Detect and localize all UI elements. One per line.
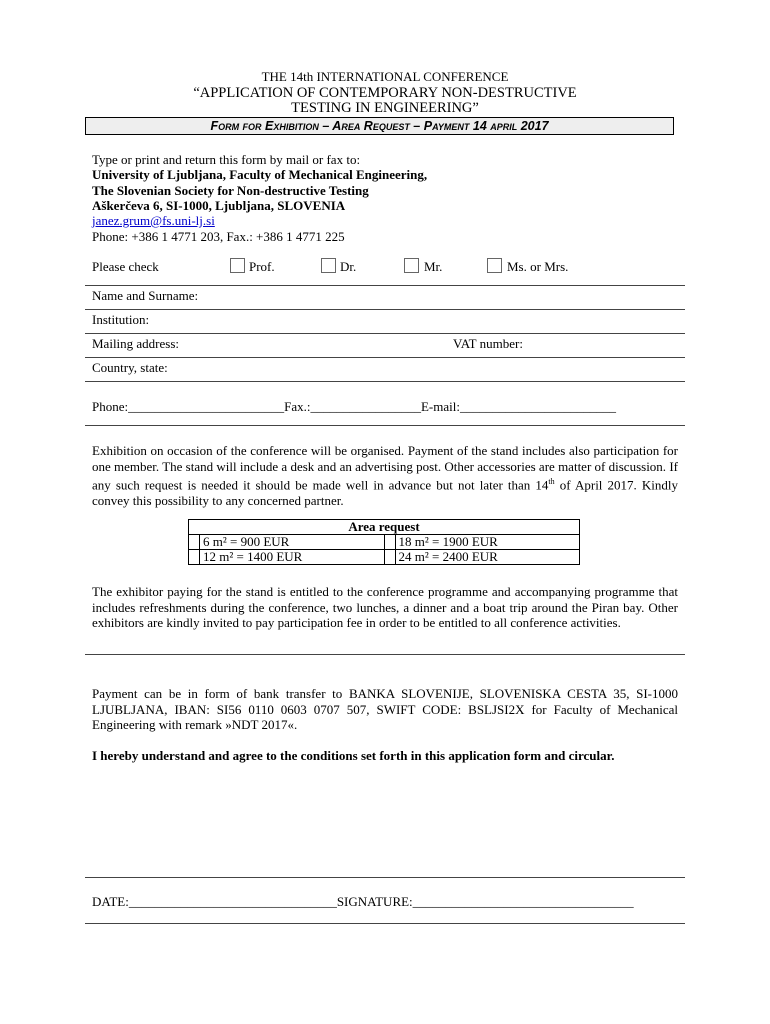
area-option: 18 m² = 1900 EUR bbox=[395, 535, 580, 550]
area-option: 12 m² = 1400 EUR bbox=[200, 550, 385, 565]
contact-org2: The Slovenian Society for Non-destructive Testing bbox=[92, 183, 369, 198]
table-row bbox=[189, 535, 580, 550]
divider bbox=[85, 877, 685, 878]
checkbox-prof[interactable] bbox=[230, 258, 245, 273]
vat-field-label: VAT number: bbox=[453, 336, 523, 351]
area-checkbox[interactable] bbox=[384, 535, 395, 550]
divider bbox=[85, 425, 685, 426]
country-field-label: Country, state: bbox=[92, 360, 168, 375]
checkbox-mr-label: Mr. bbox=[424, 259, 443, 274]
contact-phone: Phone: +386 1 4771 203, Fax.: +386 1 4771 225 bbox=[92, 229, 345, 244]
phone-fax-email-fields[interactable]: Phone:________________________Fax.:_________________E-mail:________________________ bbox=[92, 399, 616, 414]
area-request-header: Area request bbox=[189, 520, 580, 535]
exhibitor-paragraph: The exhibitor paying for the stand is entitled to the conference programme and accompanying programme that includes refreshments during the conference, two lunches, a dinner and a boat trip around the Piran bay. Other exhibitors are kindly invited to pay participation fee in order to be entitled to all conference activities. bbox=[92, 584, 678, 630]
exhibition-paragraph: Exhibition on occasion of the conference will be organised. Payment of the stand includes also participation for one member. The stand will include a desk and an advertising post. Other accessories are matter of discussion. If any such request is needed it should be made well in advance but not later than 14th of April 2017. Kindly convey this possibility to any concerned partner. bbox=[92, 443, 678, 508]
area-option: 6 m² = 900 EUR bbox=[200, 535, 385, 550]
area-checkbox[interactable] bbox=[384, 550, 395, 565]
contact-address: Aškerčeva 6, SI-1000, Ljubljana, SLOVENIA bbox=[92, 198, 346, 213]
payment-paragraph: Payment can be in form of bank transfer to BANKA SLOVENIJE, SLOVENISKA CESTA 35, SI-1000 LJUBLJANA, IBAN: SI56 0110 0603 0707 507, SWIFT CODE: BSLJSI2X for Faculty of Mechanical Engineering with remark »NDT 2017«. bbox=[92, 686, 678, 732]
divider bbox=[85, 923, 685, 924]
mailing-field-line[interactable] bbox=[85, 357, 685, 358]
conference-title-line3: TESTING IN ENGINEERING” bbox=[291, 100, 479, 116]
table-row bbox=[189, 550, 580, 565]
area-option: 24 m² = 2400 EUR bbox=[395, 550, 580, 565]
form-banner-text: Form for Exhibition – Area Request – Payment 14 april 2017 bbox=[210, 119, 549, 133]
checkbox-dr[interactable] bbox=[321, 258, 336, 273]
area-request-table bbox=[188, 519, 580, 565]
checkbox-dr-label: Dr. bbox=[340, 259, 357, 274]
checkbox-prof-label: Prof. bbox=[249, 259, 275, 274]
country-field-line[interactable] bbox=[85, 381, 685, 382]
checkbox-mr[interactable] bbox=[404, 258, 419, 273]
institution-field-line[interactable] bbox=[85, 333, 685, 334]
conference-title-line2: “APPLICATION OF CONTEMPORARY NON-DESTRUCTIVE bbox=[193, 85, 577, 101]
divider bbox=[85, 285, 685, 286]
agreement-statement: I hereby understand and agree to the conditions set forth in this application form and circular. bbox=[92, 748, 615, 763]
name-field-label: Name and Surname: bbox=[92, 288, 199, 303]
divider bbox=[85, 654, 685, 655]
institution-field-label: Institution: bbox=[92, 312, 150, 327]
area-checkbox[interactable] bbox=[189, 550, 200, 565]
checkbox-ms-label: Ms. or Mrs. bbox=[507, 259, 569, 274]
mailing-field-label: Mailing address: bbox=[92, 336, 180, 351]
contact-org1: University of Ljubljana, Faculty of Mechanical Engineering, bbox=[92, 167, 428, 182]
checkbox-ms[interactable] bbox=[487, 258, 502, 273]
form-banner bbox=[85, 117, 674, 135]
contact-intro: Type or print and return this form by mail or fax to: bbox=[92, 152, 361, 167]
date-signature-fields[interactable]: DATE:________________________________SIGNATURE:__________________________________ bbox=[92, 894, 634, 909]
area-checkbox[interactable] bbox=[189, 535, 200, 550]
name-field-line[interactable] bbox=[85, 309, 685, 310]
conference-title-line1: THE 14th INTERNATIONAL CONFERENCE bbox=[261, 69, 509, 84]
title-check-label: Please check bbox=[92, 259, 159, 274]
contact-email-link[interactable]: janez.grum@fs.uni-lj.si bbox=[92, 213, 215, 228]
